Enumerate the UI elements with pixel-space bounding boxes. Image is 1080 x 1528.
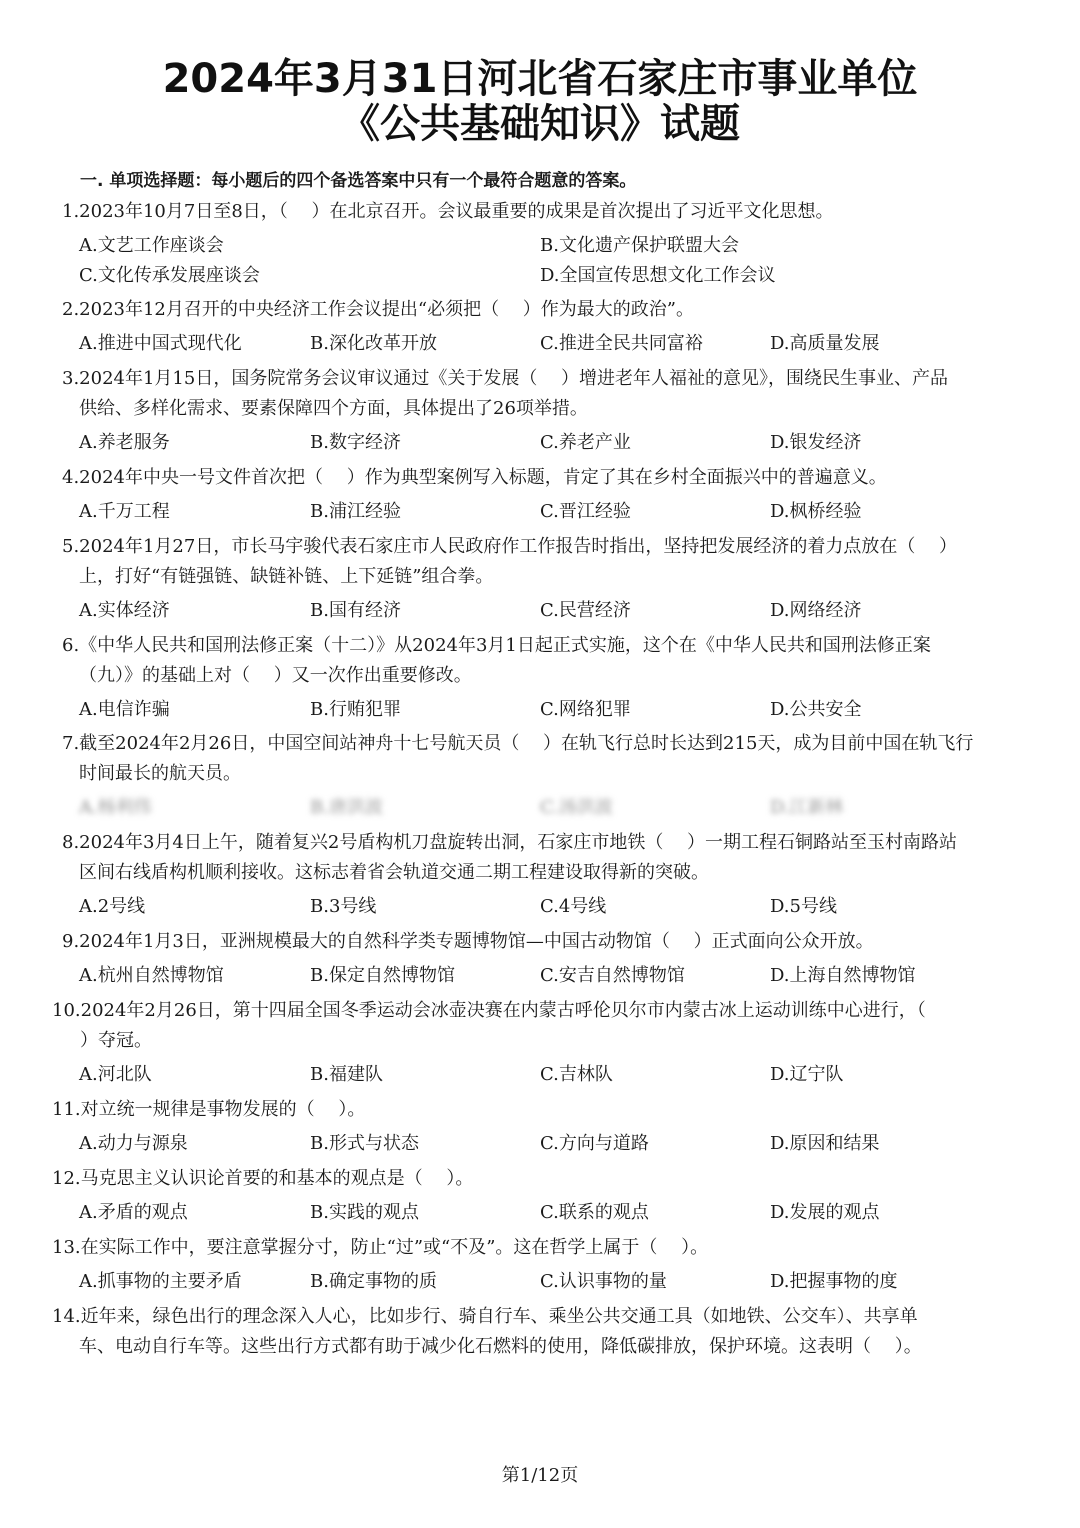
q2-option-c: C.推进全民共同富裕 xyxy=(540,333,703,354)
q7-option-c: C.汤洪波 xyxy=(540,797,613,818)
page-title-line-1: 2024年3月31日河北省石家庄市事业单位 xyxy=(162,56,918,102)
q12-option-a: A.矛盾的观点 xyxy=(79,1202,188,1223)
q1-option-c: C.文化传承发展座谈会 xyxy=(79,265,260,286)
q9-option-c: C.安吉自然博物馆 xyxy=(540,965,685,986)
q8-option-c: C.4号线 xyxy=(540,896,607,917)
q8-option-a: A.2号线 xyxy=(79,896,146,917)
q8-option-b: B.3号线 xyxy=(310,896,377,917)
q10-option-a: A.河北队 xyxy=(79,1064,152,1085)
question-11-stem: 11.对立统一规律是事物发展的（ ）。 xyxy=(52,1099,366,1120)
q4-option-d: D.枫桥经验 xyxy=(770,501,862,522)
question-9-stem: 9.2024年1月3日，亚洲规模最大的自然科学类专题博物馆—中国古动物馆（ ）正式面向公众开放。 xyxy=(62,931,874,952)
q9-option-b: B.保定自然博物馆 xyxy=(310,965,455,986)
question-8-stem-line-2: 区间右线盾构机顺利接收。这标志着省会轨道交通二期工程建设取得新的突破。 xyxy=(79,862,709,883)
q7-option-a: A.杨利伟 xyxy=(79,797,152,818)
q1-option-a: A.文艺工作座谈会 xyxy=(79,235,224,256)
q10-option-b: B.福建队 xyxy=(310,1064,383,1085)
question-2-stem: 2.2023年12月召开的中央经济工作会议提出“必须把（ ）作为最大的政治”。 xyxy=(62,299,695,320)
q6-option-a: A.电信诈骗 xyxy=(79,699,170,720)
q11-option-c: C.方向与道路 xyxy=(540,1133,649,1154)
question-7-stem-line-1: 7.截至2024年2月26日，中国空间站神舟十七号航天员（ ）在轨飞行总时长达到215天，成为目前中国在轨飞行 xyxy=(62,733,974,754)
question-4-stem: 4.2024年中央一号文件首次把（ ）作为典型案例写入标题，肯定了其在乡村全面振兴中的普遍意义。 xyxy=(62,467,887,488)
page-title-line-2: 《公共基础知识》试题 xyxy=(340,101,740,147)
question-3-stem-line-2: 供给、多样化需求、要素保障四个方面，具体提出了26项举措。 xyxy=(79,398,588,419)
q12-option-d: D.发展的观点 xyxy=(770,1202,880,1223)
q4-option-a: A.千万工程 xyxy=(79,501,170,522)
q2-option-b: B.深化改革开放 xyxy=(310,333,437,354)
q13-option-c: C.认识事物的量 xyxy=(540,1271,667,1292)
q13-option-b: B.确定事物的质 xyxy=(310,1271,437,1292)
q3-option-c: C.养老产业 xyxy=(540,432,631,453)
q5-option-c: C.民营经济 xyxy=(540,600,631,621)
question-5-stem-line-2: 上，打好“有链强链、缺链补链、上下延链”组合拳。 xyxy=(79,566,494,587)
q1-option-b: B.文化遗产保护联盟大会 xyxy=(540,235,739,256)
q5-option-b: B.国有经济 xyxy=(310,600,401,621)
q12-option-c: C.联系的观点 xyxy=(540,1202,649,1223)
q6-option-c: C.网络犯罪 xyxy=(540,699,631,720)
q11-option-d: D.原因和结果 xyxy=(770,1133,880,1154)
question-6-stem-line-1: 6.《中华人民共和国刑法修正案（十二）》从2024年3月1日起正式实施，这个在《中华人民共和国刑法修正案 xyxy=(62,635,931,656)
question-14-stem-line-1: 14.近年来，绿色出行的理念深入人心，比如步行、骑自行车、乘坐公共交通工具（如地铁、公交车）、共享单 xyxy=(52,1306,918,1327)
q3-option-a: A.养老服务 xyxy=(79,432,170,453)
question-5-stem-line-1: 5.2024年1月27日，市长马宇骏代表石家庄市人民政府作工作报告时指出，坚持把发展经济的着力点放在（ ） xyxy=(62,536,958,557)
q3-option-d: D.银发经济 xyxy=(770,432,862,453)
question-7-stem-line-2: 时间最长的航天员。 xyxy=(79,763,241,784)
q5-option-d: D.网络经济 xyxy=(770,600,862,621)
q1-option-d: D.全国宣传思想文化工作会议 xyxy=(540,265,776,286)
question-10-stem-line-1: 10.2024年2月26日，第十四届全国冬季运动会冰壶决赛在内蒙古呼伦贝尔市内蒙古冰上运动训练中心进行，（ xyxy=(52,1000,926,1021)
page-number: 第1/12页 xyxy=(501,1465,579,1486)
q7-option-b: B.唐洪波 xyxy=(310,797,383,818)
q8-option-d: D.5号线 xyxy=(770,896,837,917)
q11-option-b: B.形式与状态 xyxy=(310,1133,419,1154)
q4-option-b: B.浦江经验 xyxy=(310,501,401,522)
q2-option-a: A.推进中国式现代化 xyxy=(79,333,242,354)
q2-option-d: D.高质量发展 xyxy=(770,333,880,354)
q7-option-d: D.江新林 xyxy=(770,797,844,818)
section-heading: 一. 单项选择题：每小题后的四个备选答案中只有一个最符合题意的答案。 xyxy=(80,171,637,191)
question-10-stem-line-2: ）夺冠。 xyxy=(62,1030,152,1051)
question-14-stem-line-2: 车、电动自行车等。这些出行方式都有助于减少化石燃料的使用，降低碳排放，保护环境。这表明（ ）。 xyxy=(79,1336,922,1357)
question-3-stem-line-1: 3.2024年1月15日，国务院常务会议审议通过《关于发展（ ）增进老年人福祉的意见》，围绕民生事业、产品 xyxy=(62,368,949,389)
question-13-stem: 13.在实际工作中，要注意掌握分寸，防止“过”或“不及”。这在哲学上属于（ ）。 xyxy=(52,1237,709,1258)
q3-option-b: B.数字经济 xyxy=(310,432,401,453)
q6-option-d: D.公共安全 xyxy=(770,699,862,720)
q5-option-a: A.实体经济 xyxy=(79,600,170,621)
q13-option-a: A.抓事物的主要矛盾 xyxy=(79,1271,242,1292)
q4-option-c: C.晋江经验 xyxy=(540,501,631,522)
question-1-stem: 1.2023年10月7日至8日，（ ）在北京召开。会议最重要的成果是首次提出了习近平文化思想。 xyxy=(62,201,834,222)
question-12-stem: 12.马克思主义认识论首要的和基本的观点是（ ）。 xyxy=(52,1168,474,1189)
q9-option-d: D.上海自然博物馆 xyxy=(770,965,916,986)
q9-option-a: A.杭州自然博物馆 xyxy=(79,965,224,986)
q10-option-d: D.辽宁队 xyxy=(770,1064,844,1085)
q10-option-c: C.吉林队 xyxy=(540,1064,613,1085)
q13-option-d: D.把握事物的度 xyxy=(770,1271,898,1292)
q12-option-b: B.实践的观点 xyxy=(310,1202,419,1223)
question-6-stem-line-2: （九）》的基础上对（ ）又一次作出重要修改。 xyxy=(79,665,472,686)
q6-option-b: B.行贿犯罪 xyxy=(310,699,401,720)
question-8-stem-line-1: 8.2024年3月4日上午，随着复兴2号盾构机刀盘旋转出洞，石家庄市地铁（ ）一期工程石铜路站至玉村南路站 xyxy=(62,832,958,853)
q11-option-a: A.动力与源泉 xyxy=(79,1133,188,1154)
